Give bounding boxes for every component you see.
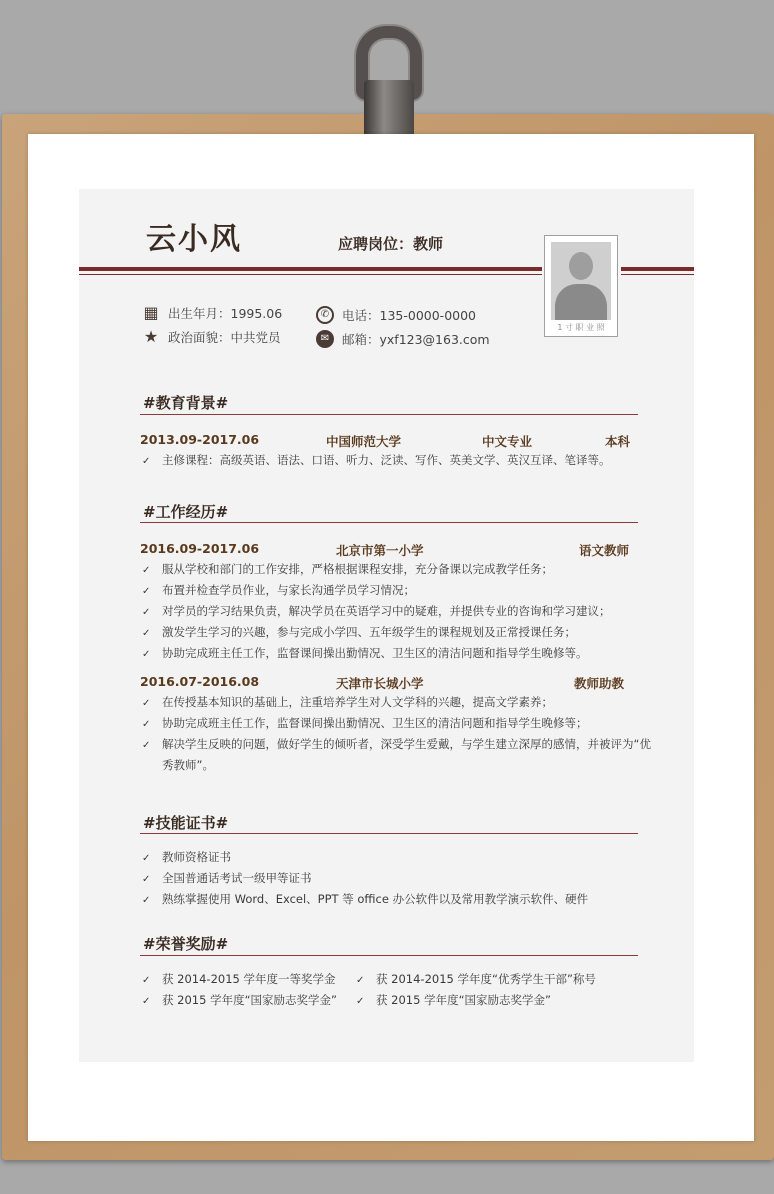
section-title-skills: #技能证书# [143,814,229,832]
edu-school: 中国师范大学 [326,434,402,449]
job2-item-continued: 秀教师”。 [162,758,214,772]
check-icon: ✓ [142,586,151,597]
check-icon: ✓ [142,874,151,885]
phone-text: 电话：135-0000-0000 [342,308,477,323]
section-title-honors: #荣誉奖励# [143,935,229,953]
job1-item: ✓ 服从学校和部门的工作安排，严格根据课程安排，充分备课以完成教学任务； [142,559,553,581]
check-icon: ✓ [356,975,365,986]
honor-item: ✓ 获 2015 学年度“国家励志奖学金” [356,990,551,1012]
job1-org: 北京市第一小学 [336,543,424,558]
job1-item: ✓ 布置并检查学员作业，与家长沟通学员学习情况； [142,580,415,602]
section-title-work: #工作经历# [143,503,229,521]
header-rule-left [79,267,542,271]
job1-period: 2016.09-2017.06 [140,541,260,556]
check-icon: ✓ [142,895,151,906]
header-rule-right-thin [621,274,694,275]
check-icon: ✓ [142,719,151,730]
section-line-education [140,414,638,415]
job1-item: ✓ 激发学生学习的兴趣，参与完成小学四、五年级学生的课程规划及正常授课任务； [142,622,576,644]
skill-item: ✓ 教师资格证书 [142,847,231,869]
header-rule-left-thin [79,274,542,275]
info-birth [142,304,282,322]
info-email [316,330,490,348]
info-politics [142,328,281,346]
check-icon: ✓ [142,740,151,751]
politics-text: 政治面貌：中共党员 [168,330,281,345]
honor-item: ✓ 获 2014-2015 学年度“优秀学生干部”称号 [356,969,596,991]
honor-item: ✓ 获 2015 学年度“国家励志奖学金” [142,990,337,1012]
star-icon: ★ [143,327,159,346]
section-line-skills [140,833,638,834]
skill-item: ✓ 全国普通话考试一级甲等证书 [142,868,312,890]
mail-icon: ✉ [316,330,334,348]
info-phone [316,306,476,324]
job2-role: 教师助教 [574,676,625,691]
check-icon: ✓ [142,649,151,660]
email-text: 邮箱：yxf123@163.com [342,332,490,347]
calendar-icon: ▦ [143,303,159,322]
header-rule-right [621,267,694,271]
job2-org: 天津市长城小学 [336,676,424,691]
section-line-honors [140,955,638,956]
job2-item: ✓ 解决学生反映的问题，做好学生的倾听者，深受学生爱戴，与学生建立深厚的感情，并被评为“优 [142,734,651,756]
job1-item: ✓ 对学员的学习结果负责，解决学员在英语学习中的疑难，并提供专业的咨询和学习建议； [142,601,611,623]
clip-body [364,80,414,142]
candidate-name: 云小风 [146,222,242,257]
edu-item: ✓ 主修课程：高级英语、语法、口语、听力、泛读、写作、英美文学、英汉互译、笔译等。 [142,450,611,472]
person-silhouette-icon [551,242,611,320]
skill-item: ✓ 熟练掌握使用 Word、Excel、PPT 等 office 办公软件以及常用教学演示软件、硬件 [142,889,588,911]
edu-degree: 本科 [605,434,631,449]
phone-icon: ✆ [316,306,334,324]
honor-item: ✓ 获 2014-2015 学年度一等奖学金 [142,969,336,991]
check-icon: ✓ [142,456,151,467]
applied-position: 应聘岗位：教师 [338,235,444,253]
birth-text: 出生年月：1995.06 [168,306,283,321]
edu-period: 2013.09-2017.06 [140,432,260,447]
check-icon: ✓ [142,565,151,576]
check-icon: ✓ [142,698,151,709]
job2-period: 2016.07-2016.08 [140,674,260,689]
check-icon: ✓ [142,853,151,864]
edu-major: 中文专业 [482,434,533,449]
check-icon: ✓ [142,996,151,1007]
section-line-work [140,522,638,523]
job2-item: ✓ 在传授基本知识的基础上，注重培养学生对人文学科的兴趣，提高文学素养； [142,692,553,714]
job1-item: ✓ 协助完成班主任工作，监督课间操出勤情况、卫生区的清洁问题和指导学生晚修等。 [142,643,588,665]
section-title-education: #教育背景# [143,394,229,412]
check-icon: ✓ [142,607,151,618]
photo-placeholder [544,235,618,337]
check-icon: ✓ [142,975,151,986]
job1-role: 语文教师 [579,543,630,558]
check-icon: ✓ [356,996,365,1007]
check-icon: ✓ [142,628,151,639]
photo-caption: 1 寸 职 业 照 [557,323,605,332]
job2-item: ✓ 协助完成班主任工作，监督课间操出勤情况、卫生区的清洁问题和指导学生晚修等； [142,713,588,735]
